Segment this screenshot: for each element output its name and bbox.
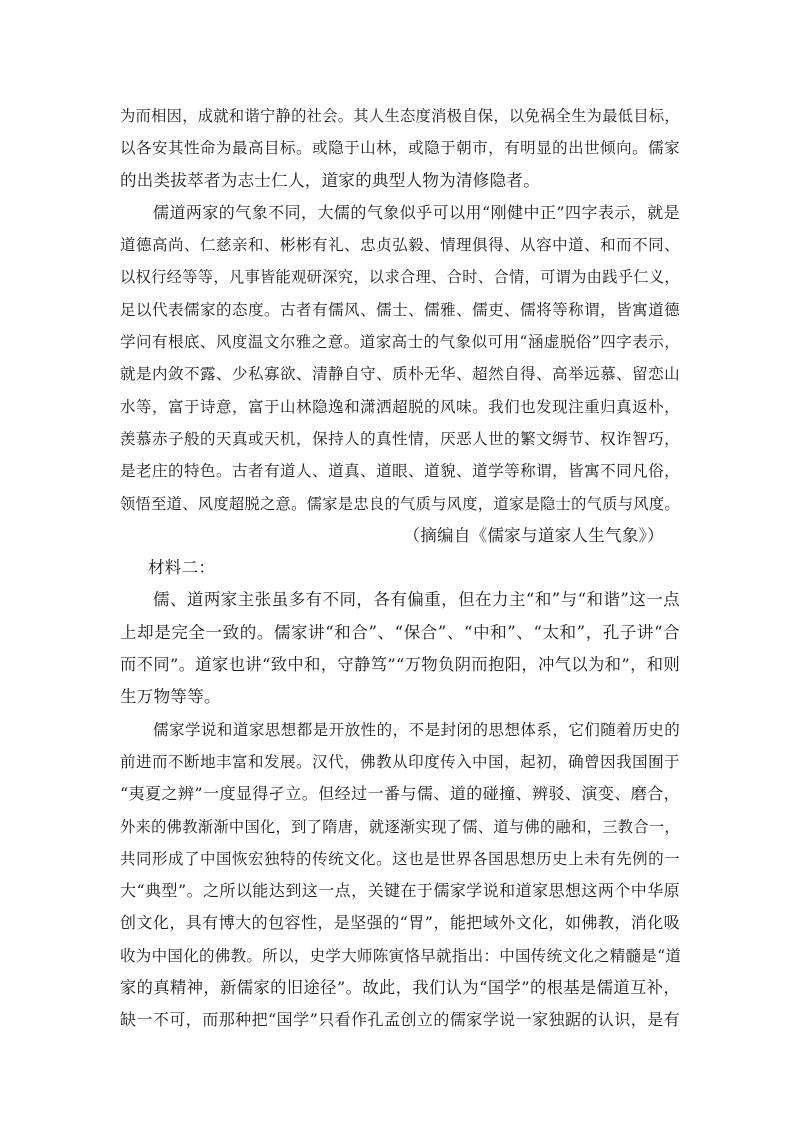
paragraph-line: 共同形成了中国恢宏独特的传统文化。这也是世界各国思想历史上未有先例的一 — [120, 849, 680, 868]
paragraph-line: 羡慕赤子般的天真或天机，保持人的真性情，厌恶人世的繁文缛节、权诈智巧， — [120, 429, 680, 448]
paragraph-line: 的出类拔萃者为志士仁人，道家的典型人物为清修隐者。 — [120, 170, 540, 190]
paragraph-line: 为而相因，成就和谐宁静的社会。其人生态度消极自保，以免祸全生为最低目标， — [120, 107, 680, 125]
paragraph-line: 是老庄的特色。古者有道人、道真、道眼、道貌、道学等称谓，皆寓不同凡俗， — [120, 462, 680, 481]
paragraph-1 — [120, 100, 680, 197]
citation: （摘编自《儒家与道家人生气象》） — [403, 525, 664, 545]
paragraph-3 — [120, 584, 680, 713]
paragraph-line: 儒、道两家主张虽多有不同，各有偏重，但在力主“和”与“和谐”这一点 — [153, 590, 680, 610]
paragraph-4 — [120, 714, 680, 1037]
paragraph-line: 创文化，具有博大的包容性，是坚强的“胃”，能把域外文化，如佛教，消化吸 — [120, 913, 680, 933]
paragraph-line: 外来的佛教渐渐中国化，到了隋唐，就逐渐实现了儒、道与佛的融和，三教合一， — [120, 817, 680, 836]
paragraph-line: 前进而不断地丰富和发展。汉代，佛教从印度传入中国，起初，确曾因我国囿于 — [120, 752, 680, 771]
paragraph-line: 以权行经等等，凡事皆能观研深究，以求合理、合时、合情，可谓为由践乎仁义， — [120, 268, 680, 287]
paragraph-line: 水等，富于诗意，富于山林隐逸和潇洒超脱的风味。我们也发现注重归真返朴， — [120, 397, 680, 416]
paragraph-line: 而不同”。道家也讲“致中和，守静笃”“万物负阴而抱阳，冲气以为和”，和则 — [120, 655, 680, 675]
paragraph-line: 儒家学说和道家思想都是开放性的，不是封闭的思想体系，它们随着历史的 — [153, 720, 680, 739]
paragraph-line: 学问有根底、风度温文尔雅之意。道家高士的气象似可用“涵虚脱俗”四字表示， — [120, 333, 680, 352]
paragraph-line: 就是内敛不露、少私寡欲、清静自守、质朴无华、超然自得、高举远慕、留恋山 — [120, 365, 680, 384]
paragraph-line: 儒道两家的气象不同，大儒的气象似乎可以用“刚健中正”四字表示，就是 — [153, 202, 680, 222]
paragraph-line: 足以代表儒家的态度。古者有儒风、儒士、儒雅、儒吏、儒将等称谓，皆寓道德 — [120, 300, 680, 319]
paragraph-line: 以各安其性命为最高目标。或隐于山林，或隐于朝市，有明显的出世倾向。儒家 — [120, 139, 680, 158]
paragraph-line: 家的真精神，新儒家的旧途径”。故此，我们认为“国学”的根基是儒道互补， — [120, 978, 680, 998]
section-heading: 材料二： — [148, 558, 216, 578]
paragraph-line: 缺一不可，而那种把“国学”只看作孔孟创立的儒家学说一家独踞的认识，是有 — [120, 1010, 680, 1030]
paragraph-line: 上却是完全一致的。儒家讲“和合”、“保合”、“中和”、“太和”，孔子讲“合 — [120, 622, 680, 642]
paragraph-line: 道德高尚、仁慈亲和、彬彬有礼、忠贞弘毅、情理俱得、从容中道、和而不同、 — [120, 236, 680, 255]
paragraph-line: 领悟至道、风度超脱之意。儒家是忠良的气质与风度，道家是隐士的气质与风度。 — [120, 494, 680, 513]
paragraph-line: 生万物等等。 — [120, 687, 221, 707]
paragraph-2 — [120, 197, 680, 520]
document-page — [120, 100, 680, 1037]
paragraph-line: “夷夏之辨”一度显得孑立。但经过一番与儒、道的碰撞、辨驳、演变、磨合， — [120, 784, 680, 804]
paragraph-line: 大“典型”。之所以能达到这一点，关键在于儒家学说和道家思想这两个中华原 — [120, 881, 680, 901]
paragraph-line: 收为中国化的佛教。所以，史学大师陈寅恪早就指出：中国传统文化之精髓是“道 — [120, 946, 682, 965]
